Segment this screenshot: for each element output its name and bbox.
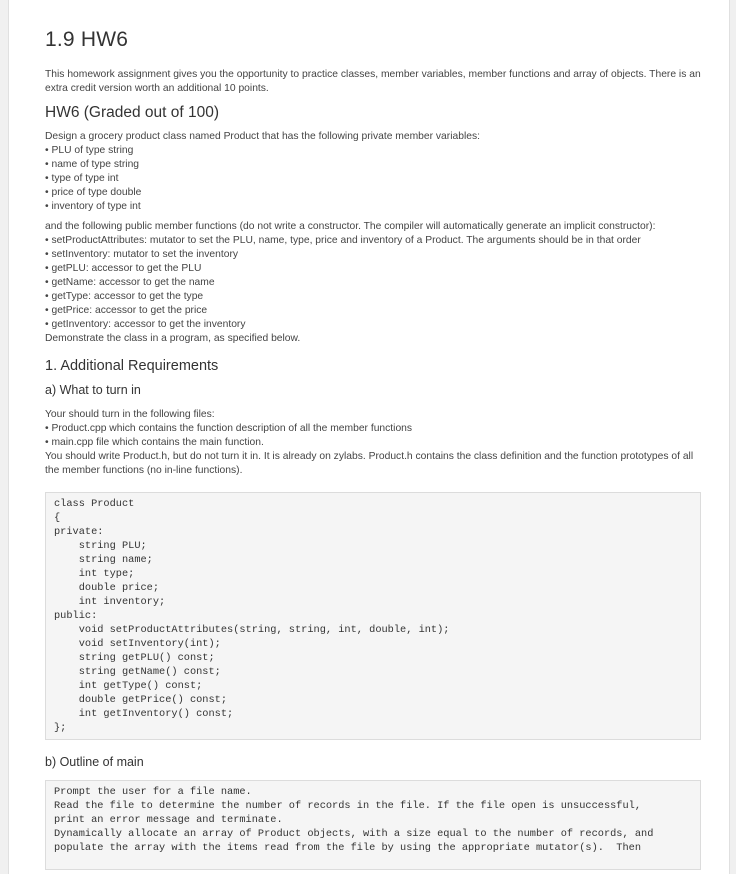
design-text: Design a grocery product class named Product that has the following private member variables: (45, 131, 480, 142)
list-item: • Product.cpp which contains the function description of all the member functions (45, 422, 701, 436)
outline-code-block: Prompt the user for a file name. Read the file to determine the number of records in the file. If the file open is unsuccessful, print an error message and terminate. Dynamically allocate an array of Product objects, with a size equal to the number of records, and populate the array with the items read from the file by using the appropriate mutator(s). Then (45, 780, 701, 870)
list-item: • getPLU: accessor to get the PLU (45, 262, 701, 276)
public-intro: and the following public member functions (do not write a constructor. The compiler will automatically generate an implicit constructor): (45, 221, 656, 232)
private-members-list (45, 144, 701, 214)
subheading-what-to-turn-in: a) What to turn in (45, 383, 141, 397)
list-item: • inventory of type int (45, 200, 701, 214)
list-item: • PLU of type string (45, 144, 701, 158)
list-item: • getName: accessor to get the name (45, 276, 701, 290)
list-item: • name of type string (45, 158, 701, 172)
list-item: • setProductAttributes: mutator to set the PLU, name, type, price and inventory of a Product. The arguments should be in that order (45, 234, 701, 248)
list-item: • getType: accessor to get the type (45, 290, 701, 304)
graded-heading: HW6 (Graded out of 100) (45, 104, 220, 121)
page (8, 0, 730, 874)
list-item: • price of type double (45, 186, 701, 200)
page-title: 1.9 HW6 (45, 28, 129, 51)
turn-in-intro: Your should turn in the following files: (45, 409, 215, 420)
class-code-block: class Product { private: string PLU; string name; int type; double price; int inventory; public: void setProductAttributes(string, string, int, double, int); void setInventory(int); string getPLU() const; string getName() const; int getType() const; double getPrice() const; int getInventory() const; }; (45, 492, 701, 740)
public-functions-list (45, 234, 701, 332)
list-item: • getInventory: accessor to get the inventory (45, 318, 701, 332)
content (45, 28, 701, 870)
demonstrate-text: Demonstrate the class in a program, as specified below. (45, 333, 301, 344)
list-item: • getPrice: accessor to get the price (45, 304, 701, 318)
turn-in-note: You should write Product.h, but do not turn it in. It is already on zylabs. Product.h contains the class definition and the function prototypes of all the member functions (no in-line functions). (45, 451, 694, 476)
list-item: • type of type int (45, 172, 701, 186)
turn-in-files-list (45, 422, 701, 450)
section-heading-additional-requirements: 1. Additional Requirements (45, 358, 219, 374)
list-item: • setInventory: mutator to set the inventory (45, 248, 701, 262)
subheading-outline-of-main: b) Outline of main (45, 755, 144, 769)
intro-paragraph: This homework assignment gives you the opportunity to practice classes, member variables, member functions and array of objects. There is an extra credit version worth an additional 10 points. (45, 69, 701, 94)
list-item: • main.cpp file which contains the main function. (45, 436, 701, 450)
